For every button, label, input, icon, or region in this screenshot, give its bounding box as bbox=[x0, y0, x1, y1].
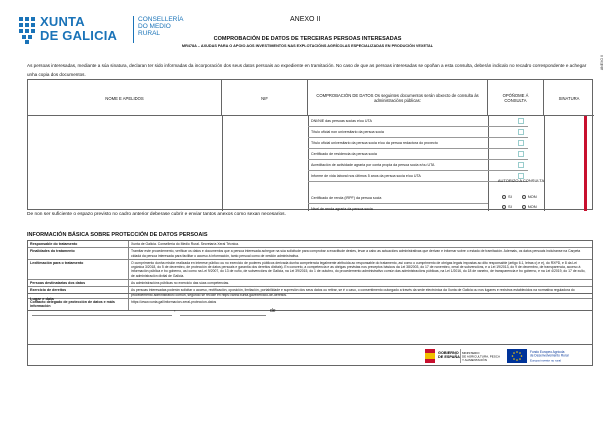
department-name: CONSELLERÍA DO MEDIO RURAL bbox=[138, 16, 184, 38]
no-radio[interactable] bbox=[522, 195, 526, 199]
table-row: Exercicio de dereitos As persoas interesadas poderán solicitar o acceso, rectificación, oposición, limitación, portabilidade e supresión dos seus datos ou retirar, se é o caso, o consentimento outorgado a través da sede electrónica da Xunta de Galicia ou nos lugares e rexistros establecidos na normativa reguladora do procedemento administrativo común, segundo se recolle en https://www.xunta.gal/exercicio-de-dereitos. bbox=[28, 287, 592, 299]
oppose-checkbox[interactable] bbox=[518, 129, 524, 135]
signature-box: Lugar e data , de bbox=[27, 293, 593, 366]
svg-text:Europa investe no rural: Europa investe no rural bbox=[530, 358, 562, 363]
oppose-checkbox[interactable] bbox=[518, 118, 524, 124]
doc-row: Título oficial non universitario da persoa socia bbox=[308, 127, 528, 138]
svg-text:de Desenvolvemento Rural: de Desenvolvemento Rural bbox=[530, 353, 569, 358]
svg-text:Y ALIMENTACIÓN: Y ALIMENTACIÓN bbox=[462, 358, 487, 362]
doc-row: Acreditación de actividade agraria por conta propia da persoa socia e/ou UTA bbox=[308, 160, 528, 171]
spain-government-logo bbox=[425, 346, 500, 366]
form-subtitle: MR478A – AXUDAS PARA O APOIO AOS INVESTIMENTOS NAS EXPLOTACIÓNS AGRÍCOLAS ESPECIALIZADAS EN PRODUCIÓN VEXETAL bbox=[181, 44, 434, 48]
table-row: Responsable do tratamento Xunta de Galicia. Consellería do Medio Rural. Secretaría Xeral Técnica. bbox=[28, 241, 592, 248]
table-row: Persoas destinatarias dos datos As administracións públicas no exercicio das súas competencias. bbox=[28, 280, 592, 287]
signature-marker bbox=[584, 116, 587, 211]
col-sign-header: SINATURA bbox=[558, 95, 580, 101]
no-radio[interactable] bbox=[522, 205, 526, 209]
yes-radio[interactable] bbox=[502, 205, 506, 209]
doc-row: Nivel de renda agraria da persoa socia bbox=[311, 206, 373, 211]
doc-row: Título oficial universitario da persoa socia e/ou da persoa redactora do proxecto bbox=[308, 138, 528, 149]
day-field[interactable] bbox=[180, 308, 266, 316]
annex-label: ANEXO II bbox=[290, 16, 321, 23]
doc-row: Certificado de renda (IRPF) da persoa socia bbox=[308, 193, 488, 204]
authorize-header: AUTORIZO A CONSULTA bbox=[497, 178, 545, 183]
col-oppose-header: OPÓÑOME Á CONSULTA bbox=[488, 80, 544, 116]
oppose-checkbox[interactable] bbox=[518, 140, 524, 146]
yes-radio[interactable] bbox=[502, 195, 506, 199]
side-code: ANEXO II bbox=[600, 55, 604, 71]
table-row: Finalidades do tratamento Tramitar este procedemento, verificar os datos e documentos que a persoa interesada achegue na súa solicitude para comprobar a exactitude destes, levar a cabo as actuacións administrativas que derivan e informar sobre o estado de tramitación. Ademais, os datos persoais incluiranse na Carpeta cidadá da persoa interesada para facilitar o acceso á información, tanto persoal como de xestión administrativa. bbox=[28, 248, 592, 260]
intro-text: As persoas interesadas, mediante a súa sinatura, declaran ter sido informadas da incorporación dos seus datos persoais ao expediente en tramitación. No caso de que as persoas interesadas se opoñan a esta consulta, deberán indicalo no recadro correspondente e achegar unha copia dos documentos. bbox=[27, 63, 587, 77]
authorize-income-options: SI NON bbox=[502, 204, 537, 209]
col-docs-header: COMPROBACIÓN DE DATOS Os seguintes documentos serán obxecto de consulta ás administracións públicas: bbox=[308, 80, 488, 116]
col-nif-header: NIF bbox=[222, 80, 308, 116]
place-date-label: Lugar e data bbox=[30, 296, 54, 301]
svg-text:MINISTERIO: MINISTERIO bbox=[462, 351, 480, 355]
table-row: Contacto delegado de protección de datos e máis información https://www.xunta.gal/informacion-xeral-proteccion-datos bbox=[30, 299, 217, 309]
col-name-header: NOME E APELIDOS bbox=[28, 80, 222, 116]
table-header bbox=[28, 80, 594, 116]
authorize-irpf-options: SI NON bbox=[502, 194, 537, 199]
svg-text:Fondo Europeo Agrícola: Fondo Europeo Agrícola bbox=[530, 350, 565, 354]
oppose-checkbox[interactable] bbox=[518, 162, 524, 168]
form-title: COMPROBACIÓN DE DATOS DE TERCEIRAS PERSOAS INTERESADAS bbox=[213, 36, 402, 42]
doc-row: DNI/NIE das persoas socias e/ou UTA bbox=[308, 116, 528, 127]
doc-row: Certificado de residencia da persoa socia bbox=[308, 149, 528, 160]
svg-text:GOBIERNO: GOBIERNO bbox=[438, 351, 459, 355]
doc-row: Informe de vida laboral nos últimos 5 anos da persoa socia e/ou UTA bbox=[308, 171, 528, 182]
place-field[interactable] bbox=[32, 308, 172, 316]
brand-name: XUNTA DE GALICIA bbox=[40, 14, 118, 43]
space-note: De non ser suficiente o espazo previsto no cadro anterior deberase cubrir e enviar tantos anexos como sexan necesarios. bbox=[27, 212, 286, 217]
svg-text:DE ESPAÑA: DE ESPAÑA bbox=[438, 355, 460, 359]
table-row: Lexitimación para o tratamento O cumprimento dunha misión realizada en interese público ou no exercicio de poderes públicos derivada dunha competencia legalmente atribuída ao responsable do tratamento, así como o cumprimento de obrigas legais impostas ao dito responsable (artigo 6.1, letras c) e e), do RXPD, e 8 da Lei orgánica 3/2018, do 5 de decembro, de protección de datos persoais e garantía dos dereitos dixitais). En concreto, a competencia e as obrigas previstas nos preceptos básicos da Lei 38/2003, do 17 de novembro, xeral de subvencións, e a Lei 19/2013, do 9 de decembro, de transparencia, acceso á información pública e bo goberno, así como na Lei 9/2007, do 13 de xuño, de subvencións de Galicia, na Lei 39/2015, do 1 de outubro, do procedemento administrativo común das administracións públicas, na Lei 1/2016, do 18 de xaneiro, de transparencia e bo goberno, e na Lei 4/2019, do 17 de xullo, de administración dixital de Galicia. bbox=[28, 260, 592, 280]
oppose-checkbox[interactable] bbox=[518, 151, 524, 157]
eu-feader-logo bbox=[507, 346, 587, 366]
info-title: INFORMACIÓN BÁSICA SOBRE PROTECCIÓN DE DATOS PERSOAIS bbox=[27, 232, 208, 238]
footer-divider bbox=[27, 344, 593, 345]
third-parties-table bbox=[27, 79, 593, 210]
svg-text:DE AGRICULTURA, PESCA: DE AGRICULTURA, PESCA bbox=[462, 354, 500, 359]
